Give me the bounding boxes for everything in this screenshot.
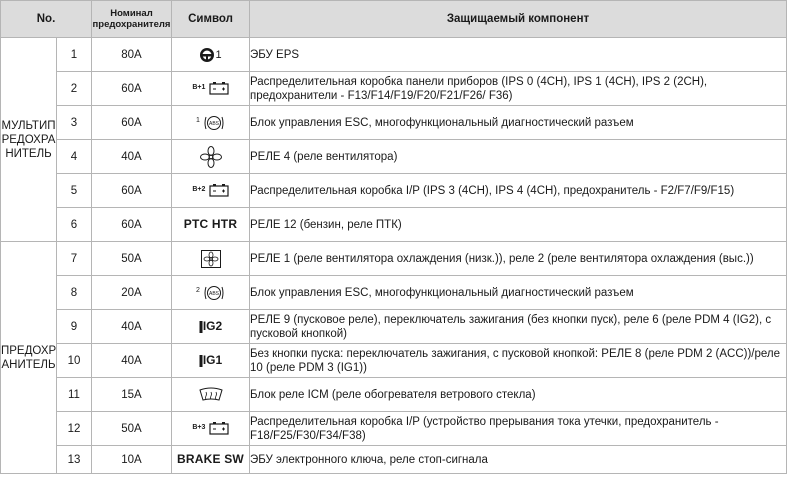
fuse-rating: 50A (92, 242, 172, 276)
row-number: 9 (57, 310, 92, 344)
table-row (1, 174, 787, 208)
header-row (1, 1, 787, 38)
symbol-label: B+2 (192, 186, 206, 194)
table-row (1, 446, 787, 474)
fuse-rating: 60A (92, 106, 172, 140)
component-description: ЭБУ EPS (250, 38, 787, 72)
fuse-rating: 10A (92, 446, 172, 474)
fuse-rating: 60A (92, 174, 172, 208)
symbol-label: B+1 (192, 84, 206, 92)
component-description: Без кнопки пуска: переключатель зажигания, с пусковой кнопкой: РЕЛЕ 8 (реле PDM 2 (ACC))/реле 10 (реле PDM 3 (IG1)) (250, 344, 787, 378)
row-number: 7 (57, 242, 92, 276)
table-row (1, 106, 787, 140)
component-description: РЕЛЕ 1 (реле вентилятора охлаждения (низк.)), реле 2 (реле вентилятора охлаждения (выс.)) (250, 242, 787, 276)
svg-text:ABS: ABS (209, 120, 220, 127)
group-label-fuse: ПРЕДОХР АНИТЕЛЬ (1, 242, 57, 474)
symbol-cell (172, 140, 250, 174)
table-row (1, 344, 787, 378)
fuse-rating: 40A (92, 140, 172, 174)
table-row (1, 208, 787, 242)
table-row (1, 72, 787, 106)
symbol-label: PTC HTR (183, 217, 238, 231)
symbol-cell (172, 106, 250, 140)
symbol-cell (172, 310, 250, 344)
row-number: 12 (57, 412, 92, 446)
row-number: 4 (57, 140, 92, 174)
symbol-label: 1 (215, 48, 222, 61)
symbol-label: 2 (195, 286, 200, 294)
fuse-rating: 20A (92, 276, 172, 310)
symbol-cell (172, 38, 250, 72)
radiator-fan-icon (200, 249, 222, 269)
symbol-label: BRAKE SW (177, 452, 244, 466)
symbol-cell (172, 276, 250, 310)
component-description: Блок управления ESC, многофункциональный диагностический разъем (250, 106, 787, 140)
row-number: 11 (57, 378, 92, 412)
battery-icon (209, 421, 229, 435)
fuse-rating: 60A (92, 72, 172, 106)
symbol-label: IG2 (202, 319, 223, 333)
symbol-cell (172, 378, 250, 412)
symbol-cell (172, 242, 250, 276)
fuse-rating: 15A (92, 378, 172, 412)
table-row (1, 276, 787, 310)
table-row (1, 310, 787, 344)
symbol-cell (172, 412, 250, 446)
symbol-cell (172, 174, 250, 208)
header-no: No. (1, 1, 92, 38)
component-description: РЕЛЕ 9 (пусковое реле), переключатель зажигания (без кнопки пуск), реле 6 (реле PDM 4 (IG2), с пусковой кнопкой) (250, 310, 787, 344)
header-symbol: Символ (172, 1, 250, 38)
component-description: ЭБУ электронного ключа, реле стоп-сигнала (250, 446, 787, 474)
fuse-rating: 80A (92, 38, 172, 72)
group-label-multifuse: МУЛЬТИП РЕДОХРА НИТЕЛЬ (1, 38, 57, 242)
fuse-rating: 60A (92, 208, 172, 242)
component-description: Блок управления ESC, многофункциональный диагностический разъем (250, 276, 787, 310)
symbol-cell (172, 344, 250, 378)
steering-wheel-icon (199, 47, 215, 63)
battery-icon (209, 183, 229, 197)
symbol-label: B+3 (192, 424, 206, 432)
component-description: Распределительная коробка I/P (устройство прерывания тока утечки, предохранитель - F18/F25/F30/F34/F38) (250, 412, 787, 446)
symbol-cell (172, 446, 250, 474)
symbol-cell (172, 208, 250, 242)
fuse-rating: 40A (92, 310, 172, 344)
row-number: 2 (57, 72, 92, 106)
symbol-label: 1 (195, 116, 200, 124)
row-number: 1 (57, 38, 92, 72)
fan-icon (200, 146, 222, 168)
row-number: 8 (57, 276, 92, 310)
component-description: Распределительная коробка I/P (IPS 3 (4CH), IPS 4 (4CH), предохранитель - F2/F7/F9/F15) (250, 174, 787, 208)
component-description: Блок реле ICM (реле обогревателя ветрового стекла) (250, 378, 787, 412)
fuse-rating: 40A (92, 344, 172, 378)
component-description: РЕЛЕ 12 (бензин, реле ПТК) (250, 208, 787, 242)
abs-icon (203, 114, 225, 132)
table-row (1, 38, 787, 72)
windshield-heater-icon (198, 387, 224, 401)
fuse-rating: 50A (92, 412, 172, 446)
row-number: 3 (57, 106, 92, 140)
table-row (1, 242, 787, 276)
row-number: 13 (57, 446, 92, 474)
header-component: Защищаемый компонент (250, 1, 787, 38)
table-row (1, 378, 787, 412)
component-description: РЕЛЕ 4 (реле вентилятора) (250, 140, 787, 174)
component-description: Распределительная коробка панели приборов (IPS 0 (4CH), IPS 1 (4CH), IPS 2 (2CH), предохранители - F13/F14/F19/F20/F21/F26/ F36) (250, 72, 787, 106)
table-row (1, 140, 787, 174)
row-number: 6 (57, 208, 92, 242)
abs-icon (203, 284, 225, 302)
svg-text:ABS: ABS (209, 290, 220, 297)
row-number: 5 (57, 174, 92, 208)
row-number: 10 (57, 344, 92, 378)
header-rating: Номинал предохранителя (92, 1, 172, 38)
symbol-label: IG1 (202, 353, 223, 367)
symbol-cell (172, 72, 250, 106)
battery-icon (209, 81, 229, 95)
table-row (1, 412, 787, 446)
